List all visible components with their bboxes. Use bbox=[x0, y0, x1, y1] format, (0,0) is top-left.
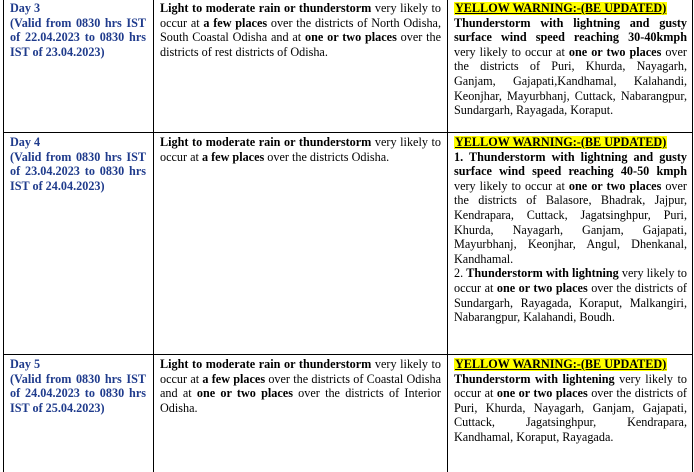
text-run: over the districts of Coastal Odisha and at bbox=[160, 371, 441, 401]
bold-text-run: a few places bbox=[202, 371, 266, 386]
column-divider-2 bbox=[447, 0, 448, 472]
column-divider-1 bbox=[153, 0, 154, 472]
bold-text-run: Light to moderate rain or thunderstorm bbox=[160, 357, 372, 371]
warning-text bbox=[454, 372, 687, 445]
yellow-warning-label: YELLOW WARNING:-(BE UPDATED) bbox=[455, 135, 667, 149]
row-day5-warning-cell bbox=[454, 357, 687, 445]
bold-text-run: Thunderstorm with lightning bbox=[466, 266, 619, 281]
row-day4-forecast-cell bbox=[160, 135, 441, 164]
day-label: Day 5 bbox=[10, 357, 41, 371]
row-divider-2 bbox=[3, 354, 693, 355]
text-run: very likely to occur at bbox=[160, 357, 441, 386]
bold-text-run: one or two places bbox=[305, 30, 397, 45]
bold-text-run: 1. Thunderstorm with lightning and gusty surface wind speed reaching 40-50 kmph bbox=[454, 149, 687, 179]
bold-text-run: one or two places bbox=[496, 280, 588, 295]
text-run: over the districts of rest districts of Odisha. bbox=[160, 30, 441, 59]
text-run: very likely to occur at bbox=[454, 44, 569, 59]
bold-text-run: Thunderstorm with lightning and gusty surface wind speed reaching 30-40kmph bbox=[454, 15, 687, 45]
day-label: Day 3 bbox=[10, 1, 41, 15]
bold-text-run: one or two places bbox=[568, 178, 662, 193]
warning-text bbox=[454, 150, 687, 325]
warning-text bbox=[454, 16, 687, 118]
bold-text-run: Thunderstorm with lightening bbox=[454, 371, 615, 386]
warning-paragraph bbox=[454, 150, 687, 267]
bold-text-run: Light to moderate rain or thunderstorm bbox=[160, 1, 372, 15]
row-day4-period-cell bbox=[10, 135, 146, 193]
bold-text-run: a few places bbox=[201, 149, 265, 164]
row-day4-warning-cell bbox=[454, 135, 687, 325]
text-run: very likely to occur at bbox=[454, 371, 687, 401]
validity-period: (Valid from 0830 hrs IST of 24.04.2023 to 0830 hrs IST of 25.04.2023) bbox=[10, 371, 146, 415]
text-run: over the districts of Balasore, Bhadrak, Jajpur, Kendrapara, Cuttack, Jagatsinghpur, Puri, Khurda, Nayagarh, Ganjam, Gajapati, Mayurbhanj, Keonjhar, Angul, Dhenkanal, Kandhamal. bbox=[454, 178, 687, 266]
row-day3-forecast-cell bbox=[160, 1, 441, 59]
yellow-warning-label: YELLOW WARNING:-(BE UPDATED) bbox=[455, 357, 667, 371]
row-day3-warning-cell bbox=[454, 1, 687, 118]
table-border-right bbox=[692, 0, 693, 472]
text-run: over the districts of Puri, Khurda, Nayagarh, Ganjam, Gajapati,Kandhamal, Kalahandi, Keonjhar, Mayurbhanj, Cuttack, Nabarangpur, Sundargarh, Rayagada, Koraput. bbox=[454, 44, 687, 118]
validity-period: (Valid from 0830 hrs IST of 22.04.2023 to 0830 hrs IST of 23.04.2023) bbox=[10, 15, 146, 59]
text-run: very likely to occur at bbox=[160, 1, 441, 30]
bold-text-run: Light to moderate rain or thunderstorm bbox=[160, 135, 372, 149]
row-day5-forecast-cell bbox=[160, 357, 441, 415]
text-run: over the districts of Sundargarh, Rayagada, Koraput, Malkangiri, Nabarangpur, Kalahandi, Boudh. bbox=[454, 280, 687, 325]
row-day3-period-cell bbox=[10, 1, 146, 59]
text-run: over the districts Odisha. bbox=[264, 149, 390, 164]
warning-paragraph bbox=[454, 372, 687, 445]
validity-period: (Valid from 0830 hrs IST of 23.04.2023 to 0830 hrs IST of 24.04.2023) bbox=[10, 149, 146, 193]
text-run: very likely to occur at bbox=[160, 135, 441, 164]
row-day5-period-cell bbox=[10, 357, 146, 415]
warning-paragraph bbox=[454, 16, 687, 118]
text-run: over the districts of North Odisha, South Coastal Odisha and at bbox=[160, 15, 441, 45]
table-border-left bbox=[3, 0, 4, 472]
text-run: very likely to occur at bbox=[454, 178, 569, 193]
day-label: Day 4 bbox=[10, 135, 41, 149]
text-run: 2. bbox=[454, 266, 467, 281]
text-run: very likely to occur at bbox=[454, 266, 688, 295]
bold-text-run: one or two places bbox=[196, 386, 293, 401]
bold-text-run: a few places bbox=[203, 15, 268, 30]
warning-paragraph bbox=[454, 266, 687, 324]
bold-text-run: one or two places bbox=[568, 44, 662, 59]
row-divider-1 bbox=[3, 132, 693, 133]
text-run: over the districts of Interior Odisha. bbox=[160, 386, 441, 415]
text-run: over the districts of Puri, Khurda, Nayagarh, Ganjam, Gajapati, Cuttack, Jagatsinghpur, Kendrapara, Kandhamal, Koraput, Rayagada. bbox=[454, 386, 687, 444]
bold-text-run: one or two places bbox=[496, 386, 588, 401]
yellow-warning-label: YELLOW WARNING:-(BE UPDATED) bbox=[455, 1, 667, 15]
